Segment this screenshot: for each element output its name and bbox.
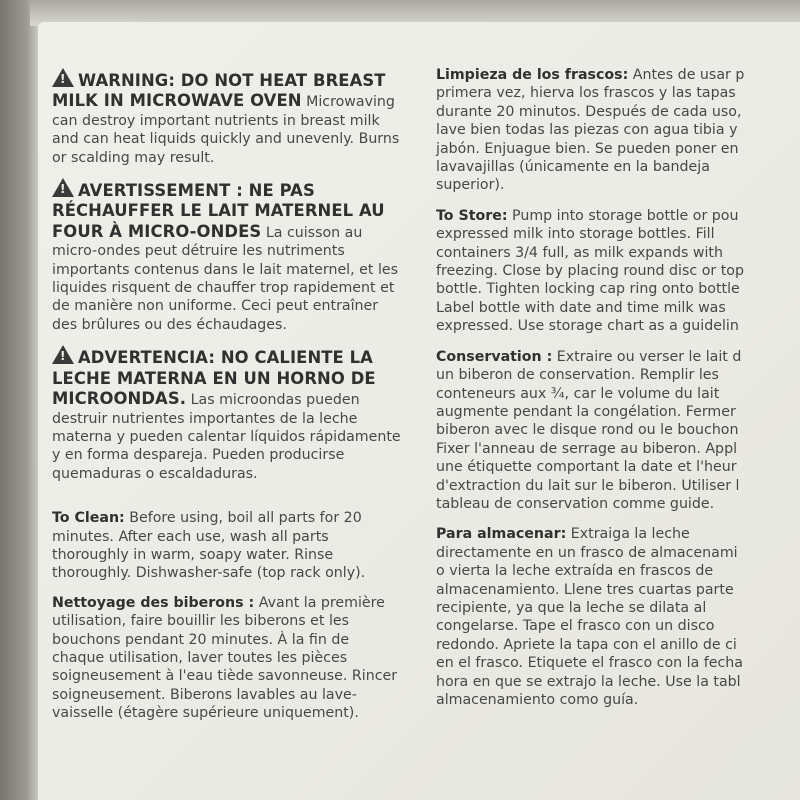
store-french-line: augmente pendant la congélation. Fermer (436, 403, 736, 420)
warning-triangle-icon (52, 68, 74, 87)
store-spanish-line: congelarse. Tape el frasco con un disco (436, 618, 715, 635)
warning-triangle-icon (52, 178, 74, 197)
store-spanish-line: o vierta la leche extraída en frascos de (436, 563, 714, 580)
warning-english-body: Microwaving can destroy important nutrients in breast milk and can heat liquids quickly and unevenly. Burns or scalding may result. (52, 94, 400, 166)
store-english-line: expressed. Use storage chart as a guidelin (436, 318, 739, 335)
clean-french (52, 594, 402, 723)
store-spanish-line: redondo. Apriete la tapa con el anillo de ci (436, 636, 737, 653)
store-spanish-line: recipiente, ya que la leche se dilata al (436, 599, 707, 616)
store-french (436, 348, 800, 514)
clean-french-heading: Nettoyage des biberons : (52, 594, 255, 611)
store-spanish-line: almacenamiento como guía. (436, 692, 639, 708)
background-surface (0, 0, 38, 800)
store-english-line: bottle. Tighten locking cap ring onto bottle (436, 281, 740, 298)
store-french-heading: Conservation : (436, 348, 553, 365)
clean-english (52, 509, 402, 583)
store-french-line: conteneurs aux ¾, car le volume du lait (436, 385, 720, 402)
store-spanish-line: Extraiga la leche (570, 526, 690, 543)
warning-english-heading: WARNING: DO NOT HEAT BREAST MILK IN MICROWAVE OVEN (52, 71, 386, 111)
clean-french-body: Avant la première utilisation, faire bouillir les biberons et les bouchons pendant 20 minutes. À la fin de chaque utilisation, laver toutes les pièces soigneusement à l'eau tiède savonneuse. Rincer soigneusement. Biberons lavables au lave-vaisselle (étagère supérieure uniquement). (52, 594, 398, 722)
store-english-line: Pump into storage bottle or pou (512, 207, 739, 224)
clean-spanish-line: jabón. Enjuague bien. Se pueden poner en (436, 140, 739, 157)
clean-spanish-line: durante 20 minutos. Después de cada uso, (436, 103, 742, 120)
store-spanish-line: almacenamiento. Llene tres cuartas parte (436, 581, 734, 598)
clean-spanish-line: Antes de usar p (632, 67, 745, 83)
clean-spanish-line: lavavajillas (únicamente en la bandeja (436, 159, 710, 176)
store-french-line: d'extraction du lait sur le biberon. Utiliser l (436, 477, 740, 494)
store-spanish-line: en el frasco. Etiquete el frasco con la fecha (436, 655, 743, 672)
store-english-line: expressed milk into storage bottles. Fill (436, 226, 715, 243)
warning-french-body: La cuisson au micro-ondes peut détruire les nutriments importants contenus dans le lait maternel, et les liquides risquent de chauffer trop rapidement et de manière non uniforme. Ceci peut entraîner des brûlures ou des échaudages. (52, 224, 399, 333)
store-spanish-line: directamente en un frasco de almacenami (436, 544, 738, 561)
left-column (52, 68, 402, 732)
store-spanish-line: hora en que se extrajo la leche. Use la tabl (436, 673, 741, 690)
store-french-line: Fixer l'anneau de serrage au biberon. Appl (436, 440, 738, 457)
warning-french-heading: AVERTISSEMENT : NE PAS RÉCHAUFFER LE LAIT MATERNEL AU FOUR À MICRO-ONDES (52, 181, 385, 241)
store-french-line: un biberon de conservation. Remplir les (436, 367, 719, 384)
store-english-line: containers 3/4 full, as milk expands with (436, 244, 723, 261)
clean-spanish-heading: Limpieza de los frascos: (436, 67, 629, 83)
store-english-line: freezing. Close by placing round disc or top (436, 263, 744, 280)
clean-spanish-line: superior). (436, 177, 505, 194)
warning-french (52, 178, 402, 334)
warning-spanish (52, 345, 402, 483)
instruction-sheet (38, 22, 800, 800)
store-english-line: Label bottle with date and time milk was (436, 299, 726, 316)
store-french-line: une étiquette comportant la date et l'heur (436, 459, 737, 476)
clean-english-heading: To Clean: (52, 510, 125, 527)
warning-spanish-body: Las microondas pueden destruir nutrientes importantes de la leche materna y pueden calentar líquidos rápidamente y en forma despareja. Pueden producirse quemaduras o escaldaduras. (52, 392, 401, 482)
clean-spanish-line: primera vez, hierva los frascos y las tapas (436, 85, 736, 102)
store-english-heading: To Store: (436, 207, 508, 224)
warning-triangle-icon (52, 345, 74, 364)
store-french-line: biberon avec le disque rond ou le bouchon (436, 422, 739, 439)
store-french-line: tableau de conservation comme guide. (436, 495, 715, 512)
clean-english-body: Before using, boil all parts for 20 minutes. After each use, wash all parts thoroughly in warm, soapy water. Rinse thoroughly. Dishwasher-safe (top rack only). (52, 510, 366, 582)
clean-spanish-line: lave bien todas las piezas con agua tibia y (436, 122, 738, 139)
store-english (436, 207, 800, 336)
store-spanish-heading: Para almacenar: (436, 526, 567, 543)
warning-spanish-heading: ADVERTENCIA: NO CALIENTE LA LECHE MATERNA EN UN HORNO DE MICROONDAS. (52, 348, 376, 409)
right-column (436, 66, 800, 721)
store-spanish (436, 525, 800, 709)
warning-english (52, 68, 402, 167)
clean-spanish (436, 66, 800, 195)
store-french-line: Extraire ou verser le lait d (556, 348, 742, 365)
